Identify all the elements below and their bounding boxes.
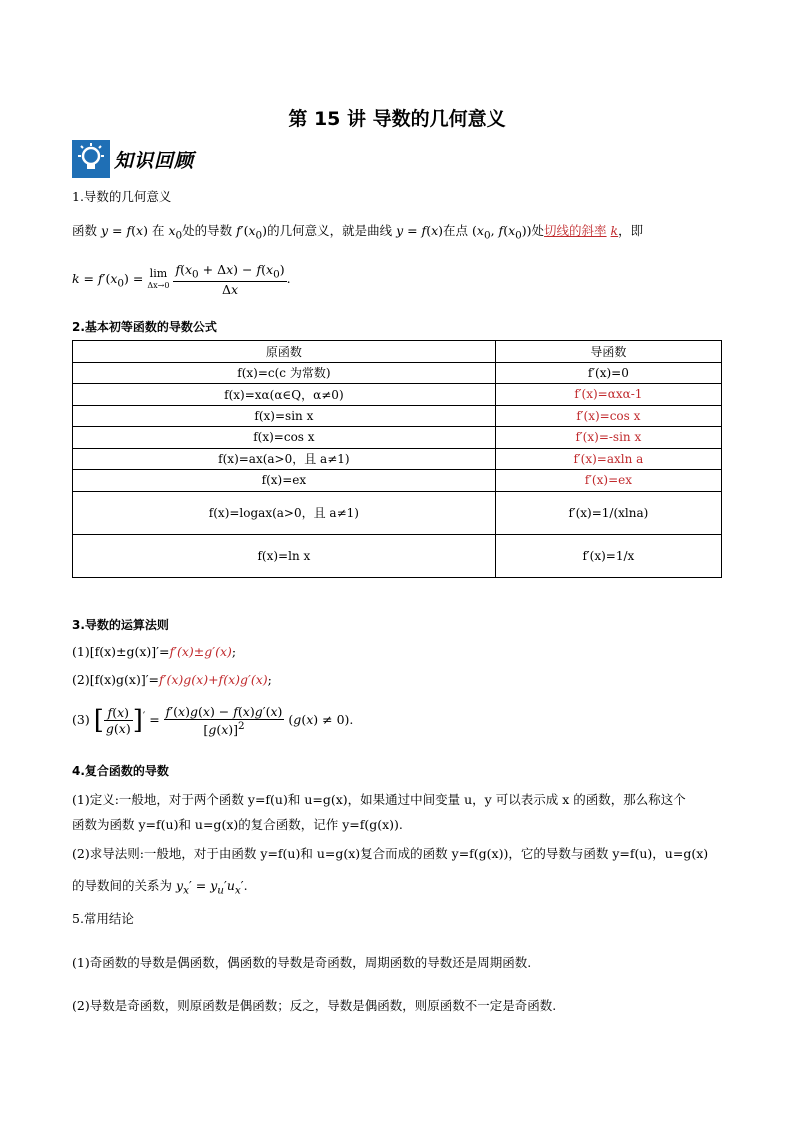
- table-row: [73, 448, 722, 470]
- cell-original: f(x)=ax(a>0，且 a≠1): [73, 448, 496, 470]
- cell-derivative: f′(x)=0: [495, 362, 721, 384]
- table-row: [73, 427, 722, 449]
- cell-original: f(x)=c(c 为常数): [73, 362, 496, 384]
- text: 在点: [443, 223, 469, 238]
- text: 处的导数: [182, 223, 233, 238]
- table-row: [73, 405, 722, 427]
- table-header: [73, 341, 722, 363]
- section-2-heading: 2.基本初等函数的导数公式: [72, 320, 217, 334]
- cell-derivative: f′(x)=1/x: [495, 534, 721, 577]
- cell-original: f(x)=ln x: [73, 534, 496, 577]
- composite-rule-line-2: 的导数间的关系为 $y_x' = y_u'u_x'$.: [72, 878, 248, 897]
- cell-derivative: f′(x)=ex: [495, 470, 721, 492]
- cell-derivative: f′(x)=1/(xlna): [495, 491, 721, 534]
- cell-original: f(x)=logax(a>0，且 a≠1): [73, 491, 496, 534]
- cell-derivative: f′(x)=-sin x: [495, 427, 721, 449]
- section-4-heading: 4.复合函数的导数: [72, 764, 169, 778]
- cell-derivative: f′(x)=αxα-1: [495, 384, 721, 406]
- composite-rule-line-1: (2)求导法则:一般地，对于由函数 y=f(u)和 u=g(x)复合而成的函数 y=f(g(x))，它的导数与函数 y=f(u)，u=g(x): [72, 846, 709, 861]
- badge-text: 知识回顾: [114, 150, 195, 172]
- text: 的几何意义，就是曲线: [267, 223, 393, 238]
- section-1-heading: 1.导数的几何意义: [72, 189, 172, 204]
- rule-product: (2)[f(x)g(x)]′=f′(x)g(x)+f(x)g′(x);: [72, 672, 272, 687]
- text: 处: [531, 223, 545, 238]
- col-original: 原函数: [73, 341, 496, 363]
- section-3-heading: 3.导数的运算法则: [72, 618, 169, 632]
- table-row: [73, 470, 722, 492]
- cell-original: f(x)=cos x: [73, 427, 496, 449]
- text: f′(x)±g′(x): [169, 644, 232, 659]
- cell-derivative: f′(x)=cos x: [495, 405, 721, 427]
- text: 的导数间的关系为: [72, 878, 173, 893]
- composite-def-line-1: (1)定义:一般地，对于两个函数 y=f(u)和 u=g(x)，如果通过中间变量 u，y 可以表示成 x 的函数，那么称这个: [72, 792, 686, 807]
- rule-sum: (1)[f(x)±g(x)]′=f′(x)±g′(x);: [72, 644, 237, 659]
- cell-derivative: f′(x)=axln a: [495, 448, 721, 470]
- tangent-slope-text: 切线的斜率: [544, 223, 607, 238]
- cell-original: f(x)=ex: [73, 470, 496, 492]
- text: (2)[f(x)g(x)]′=: [72, 672, 160, 687]
- conclusion-2: (2)导数是奇函数，则原函数是偶函数；反之，导数是偶函数，则原函数不一定是奇函数.: [72, 998, 557, 1013]
- section-5-heading: 5.常用结论: [72, 911, 134, 926]
- section-badge: [72, 140, 212, 178]
- cell-original: f(x)=xα(α∈Q，α≠0): [73, 384, 496, 406]
- table-row: [73, 491, 722, 534]
- table-row: [73, 534, 722, 577]
- derivative-definition-formula: $k = f'(x_0) = \lim$ Δx→0 $\frac{f(x_0 + \Delta x) - f(x_0)}{\Delta x}$ .: [72, 262, 291, 297]
- text: f′(x)g(x)+f(x)g′(x): [159, 672, 268, 687]
- composite-def-line-2: 函数为函数 y=f(u)和 u=g(x)的复合函数，记作 y=f(g(x)).: [72, 817, 403, 832]
- text: (3): [72, 712, 90, 728]
- text: ，即: [618, 223, 644, 238]
- derivative-formula-table: [72, 340, 722, 578]
- rule-quotient: (3) [ $\frac{f(x)}{g(x)}$ ]′ = $\frac{f'(x)g(x) - f(x)g'(x)}{[g(x)]^2}$ (g(x) ≠ 0).: [72, 704, 354, 738]
- slope-k: k: [610, 223, 619, 238]
- cell-original: f(x)=sin x: [73, 405, 496, 427]
- text: 函数: [72, 223, 98, 238]
- col-derivative: 导函数: [495, 341, 721, 363]
- conclusion-1: (1)奇函数的导数是偶函数，偶函数的导数是奇函数，周期函数的导数还是周期函数.: [72, 955, 532, 970]
- lightbulb-gear-icon: [72, 140, 110, 178]
- page-title: 第 15 讲 导数的几何意义: [288, 108, 506, 130]
- text: (1)[f(x)±g(x)]′=: [72, 644, 170, 659]
- table-row: [73, 362, 722, 384]
- section-1-paragraph: 函数 y = f(x) 在 $x_0$处的导数 $f'(x_0)$的几何意义，就是曲线 y = f(x)在点 ($x_0$, $f(x_0)$)处切线的斜率 k，即: [72, 223, 644, 242]
- text: 在: [151, 223, 165, 238]
- table-row: [73, 384, 722, 406]
